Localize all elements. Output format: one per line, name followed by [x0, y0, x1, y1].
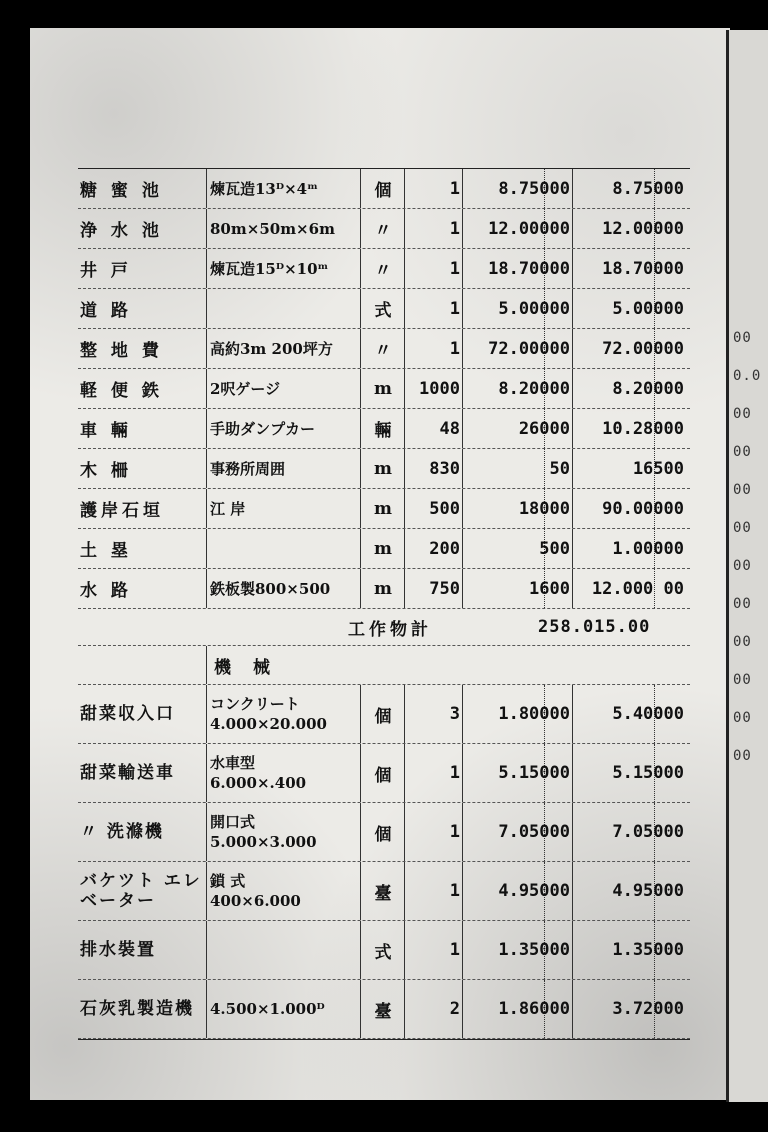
adjacent-page-digits: 00	[733, 596, 752, 612]
machine-unit: 個	[374, 765, 392, 786]
item-name: 井 戸	[80, 261, 132, 281]
item-name: 水 路	[80, 581, 132, 601]
item-spec	[210, 289, 358, 328]
item-quantity: 1	[449, 338, 460, 359]
column-divider	[462, 449, 463, 488]
column-divider	[462, 369, 463, 408]
column-divider	[572, 169, 573, 208]
item-spec: 煉瓦造15ᴰ×10ᵐ	[210, 259, 329, 278]
machine-unit: 式	[374, 942, 392, 963]
column-divider	[206, 646, 207, 684]
machine-spec-line-2: 5.000×3.000	[210, 833, 317, 851]
column-divider	[206, 980, 207, 1038]
adjacent-page-digits: 00	[733, 444, 752, 460]
item-quantity: 1000	[419, 378, 460, 399]
machine-spec-line-1: 開口式	[210, 813, 256, 831]
column-divider	[206, 369, 207, 408]
machine-unit: 臺	[374, 1001, 392, 1022]
machine-amount: 7.05000	[612, 822, 684, 842]
machine-spec-line-2: 400×6.000	[210, 892, 301, 910]
item-unit-price: 1600	[529, 578, 570, 599]
item-unit-price: 12.00000	[488, 218, 570, 239]
machine-spec-line-1: 水車型	[210, 754, 256, 772]
column-divider	[462, 249, 463, 288]
item-amount: 72.00000	[602, 338, 684, 359]
adjacent-page-digits: 00	[733, 634, 752, 650]
table-row	[78, 169, 690, 209]
machine-quantity: 1	[449, 822, 460, 842]
item-quantity: 200	[429, 538, 460, 559]
item-spec: 高約3m 200坪方	[210, 339, 333, 358]
column-divider	[462, 329, 463, 368]
column-divider	[404, 685, 405, 743]
column-divider	[462, 489, 463, 528]
ledger-table	[78, 168, 690, 1040]
column-divider	[462, 409, 463, 448]
adjacent-page-digits: 00	[733, 710, 752, 726]
item-spec: 鉄板製800×500	[210, 579, 331, 598]
column-divider	[462, 980, 463, 1038]
column-divider	[572, 803, 573, 861]
column-divider	[404, 489, 405, 528]
machine-unit-price: 7.05000	[498, 822, 570, 842]
column-divider	[462, 803, 463, 861]
machine-spec-line-1: 4.500×1.000ᴰ	[210, 1000, 325, 1018]
machine-spec	[210, 980, 358, 1038]
item-spec	[210, 529, 358, 568]
machine-spec-line-2: 4.000×20.000	[210, 715, 327, 733]
item-unit: 〃	[374, 261, 392, 281]
item-spec: 2呎ゲージ	[210, 379, 281, 398]
machine-spec	[210, 921, 358, 979]
item-name: 糖 蜜 池	[80, 181, 163, 201]
item-name: 道 路	[80, 301, 132, 321]
machine-name: 甜菜輸送車	[80, 763, 175, 783]
column-divider	[572, 449, 573, 488]
item-name: 浄 水 池	[80, 221, 163, 241]
column-divider	[572, 685, 573, 743]
item-quantity: 750	[429, 578, 460, 599]
column-divider	[462, 685, 463, 743]
item-name: 木 柵	[80, 461, 132, 481]
item-unit: m	[374, 378, 392, 399]
adjacent-page-digits: 00	[733, 748, 752, 764]
column-divider	[404, 980, 405, 1038]
column-divider	[206, 329, 207, 368]
column-divider	[206, 489, 207, 528]
column-divider	[572, 569, 573, 608]
column-divider	[206, 169, 207, 208]
machine-unit: 個	[374, 706, 392, 727]
table-row	[78, 529, 690, 569]
column-divider	[360, 921, 361, 979]
machine-spec-line-1: コンクリート	[210, 695, 300, 713]
adjacent-page-digits: 00	[733, 520, 752, 536]
column-divider	[360, 803, 361, 861]
column-divider	[206, 209, 207, 248]
machine-row	[78, 803, 690, 862]
item-amount: 18.70000	[602, 258, 684, 279]
item-quantity: 1	[449, 218, 460, 239]
machine-quantity: 1	[449, 940, 460, 960]
column-divider	[360, 489, 361, 528]
column-divider	[360, 529, 361, 568]
column-divider	[404, 409, 405, 448]
machine-quantity: 3	[449, 704, 460, 724]
item-quantity: 1	[449, 178, 460, 199]
column-divider	[404, 289, 405, 328]
column-divider	[462, 169, 463, 208]
item-unit-price: 5.00000	[498, 298, 570, 319]
column-divider	[206, 921, 207, 979]
item-name: 軽 便 鉄	[80, 381, 163, 401]
machine-row	[78, 921, 690, 980]
item-amount: 16500	[632, 458, 684, 479]
column-divider	[572, 289, 573, 328]
column-divider	[404, 329, 405, 368]
table-row	[78, 249, 690, 289]
table-row	[78, 369, 690, 409]
machine-quantity: 2	[449, 999, 460, 1019]
column-divider	[462, 209, 463, 248]
item-amount: 8.75000	[612, 178, 684, 199]
adjacent-page-digits: 0.0	[733, 368, 762, 384]
machine-quantity: 1	[449, 881, 460, 901]
item-amount: 90.00000	[602, 498, 684, 519]
item-quantity: 500	[429, 498, 460, 519]
machine-row	[78, 685, 690, 744]
machine-amount: 3.72000	[612, 999, 684, 1019]
item-quantity: 48	[439, 418, 460, 439]
item-name: 土 塁	[80, 541, 132, 561]
column-divider	[572, 980, 573, 1038]
item-unit-price: 8.20000	[498, 378, 570, 399]
column-divider	[404, 803, 405, 861]
machine-quantity: 1	[449, 763, 460, 783]
column-divider	[206, 409, 207, 448]
adjacent-page-digits: 00	[733, 482, 752, 498]
item-amount: 12.000 00	[591, 578, 684, 599]
machine-spec	[210, 685, 358, 743]
item-unit-price: 18.70000	[488, 258, 570, 279]
column-divider	[360, 685, 361, 743]
column-divider	[360, 409, 361, 448]
column-divider	[404, 449, 405, 488]
machine-name: 石灰乳製造機	[80, 999, 194, 1019]
item-spec: 80m×50m×6m	[210, 219, 335, 238]
item-spec: 煉瓦造13ᴰ×4ᵐ	[210, 179, 318, 198]
column-divider	[404, 209, 405, 248]
machine-spec	[210, 803, 358, 861]
column-divider	[572, 489, 573, 528]
machine-name: 甜菜収入口	[80, 704, 175, 724]
column-divider	[462, 289, 463, 328]
column-divider	[404, 169, 405, 208]
total-value: 258.015.00	[538, 617, 651, 637]
total-label: 工作物計	[348, 619, 432, 640]
column-divider	[206, 744, 207, 802]
column-divider	[404, 529, 405, 568]
adjacent-page-digits: 00	[733, 558, 752, 574]
column-divider	[206, 529, 207, 568]
column-divider	[360, 980, 361, 1038]
column-divider	[360, 449, 361, 488]
machine-row	[78, 744, 690, 803]
adjacent-page-digits: 00	[733, 406, 752, 422]
adjacent-page-edge	[726, 30, 768, 1102]
column-divider	[360, 169, 361, 208]
machine-unit-price: 5.15000	[498, 763, 570, 783]
table-row	[78, 409, 690, 449]
machine-unit: 個	[374, 824, 392, 845]
item-unit-price: 500	[539, 538, 570, 559]
item-quantity: 1	[449, 258, 460, 279]
item-unit: m	[374, 578, 392, 599]
column-divider	[404, 249, 405, 288]
column-divider	[462, 569, 463, 608]
machine-unit-price: 1.80000	[498, 704, 570, 724]
machine-unit-price: 4.95000	[498, 881, 570, 901]
column-divider	[404, 569, 405, 608]
column-divider	[572, 921, 573, 979]
item-unit-price: 18000	[518, 498, 570, 519]
column-divider	[360, 569, 361, 608]
column-divider	[360, 369, 361, 408]
column-divider	[404, 862, 405, 920]
item-spec: 手助ダンプカー	[210, 419, 316, 438]
item-unit-price: 50	[549, 458, 570, 479]
column-divider	[572, 249, 573, 288]
machine-amount: 5.15000	[612, 763, 684, 783]
adjacent-page-digits: 00	[733, 330, 752, 346]
column-divider	[360, 289, 361, 328]
column-divider	[206, 803, 207, 861]
total-row	[78, 609, 690, 646]
item-amount: 12.00000	[602, 218, 684, 239]
column-divider	[206, 249, 207, 288]
item-name: 車 輛	[80, 421, 132, 441]
column-divider	[572, 209, 573, 248]
table-row	[78, 569, 690, 609]
machine-unit: 臺	[374, 883, 392, 904]
section-label: 機械	[214, 657, 292, 678]
item-quantity: 1	[449, 298, 460, 319]
column-divider	[206, 449, 207, 488]
column-divider	[462, 744, 463, 802]
column-divider	[462, 529, 463, 568]
column-divider	[462, 921, 463, 979]
machine-name: バケツト エレベーター	[80, 871, 202, 911]
item-unit-price: 8.75000	[498, 178, 570, 199]
item-unit: 輛	[374, 421, 392, 441]
column-divider	[462, 862, 463, 920]
item-name: 護岸石垣	[80, 501, 164, 521]
machine-spec-line-2: 6.000×.400	[210, 774, 307, 792]
column-divider	[206, 862, 207, 920]
item-unit: m	[374, 538, 392, 559]
column-divider	[572, 529, 573, 568]
table-row	[78, 449, 690, 489]
column-divider	[360, 744, 361, 802]
machine-spec	[210, 862, 358, 920]
machine-row	[78, 980, 690, 1039]
machine-spec-line-1: 鎖 式	[210, 872, 246, 890]
column-divider	[206, 569, 207, 608]
item-amount: 1.00000	[612, 538, 684, 559]
item-quantity: 830	[429, 458, 460, 479]
item-amount: 10.28000	[602, 418, 684, 439]
column-divider	[572, 862, 573, 920]
column-divider	[206, 685, 207, 743]
column-divider	[206, 289, 207, 328]
item-unit: m	[374, 498, 392, 519]
item-unit: 〃	[374, 221, 392, 241]
item-unit-price: 72.00000	[488, 338, 570, 359]
item-unit: 〃	[374, 341, 392, 361]
item-amount: 8.20000	[612, 378, 684, 399]
item-spec: 江 岸	[210, 499, 246, 518]
machine-row	[78, 862, 690, 921]
column-divider	[360, 249, 361, 288]
machine-name: 排水裝置	[80, 940, 156, 960]
table-bottom-rule	[78, 1039, 690, 1040]
item-unit: 個	[374, 181, 392, 201]
table-row	[78, 209, 690, 249]
item-unit: m	[374, 458, 392, 479]
machine-spec	[210, 744, 358, 802]
column-divider	[572, 329, 573, 368]
item-spec: 事務所周囲	[210, 459, 286, 478]
machine-name: 〃 洗滌機	[80, 822, 164, 842]
item-unit: 式	[374, 301, 392, 321]
column-divider	[404, 921, 405, 979]
adjacent-page-digits: 00	[733, 672, 752, 688]
table-row	[78, 329, 690, 369]
machine-unit-price: 1.86000	[498, 999, 570, 1019]
column-divider	[572, 409, 573, 448]
machine-amount: 5.40000	[612, 704, 684, 724]
item-name: 整 地 費	[80, 341, 163, 361]
machine-unit-price: 1.35000	[498, 940, 570, 960]
item-unit-price: 26000	[518, 418, 570, 439]
item-amount: 5.00000	[612, 298, 684, 319]
table-row	[78, 489, 690, 529]
column-divider	[360, 209, 361, 248]
column-divider	[572, 369, 573, 408]
column-divider	[572, 744, 573, 802]
column-divider	[404, 744, 405, 802]
table-row	[78, 289, 690, 329]
machine-amount: 1.35000	[612, 940, 684, 960]
section-header	[78, 646, 690, 685]
column-divider	[404, 369, 405, 408]
column-divider	[360, 862, 361, 920]
machine-amount: 4.95000	[612, 881, 684, 901]
column-divider	[360, 329, 361, 368]
